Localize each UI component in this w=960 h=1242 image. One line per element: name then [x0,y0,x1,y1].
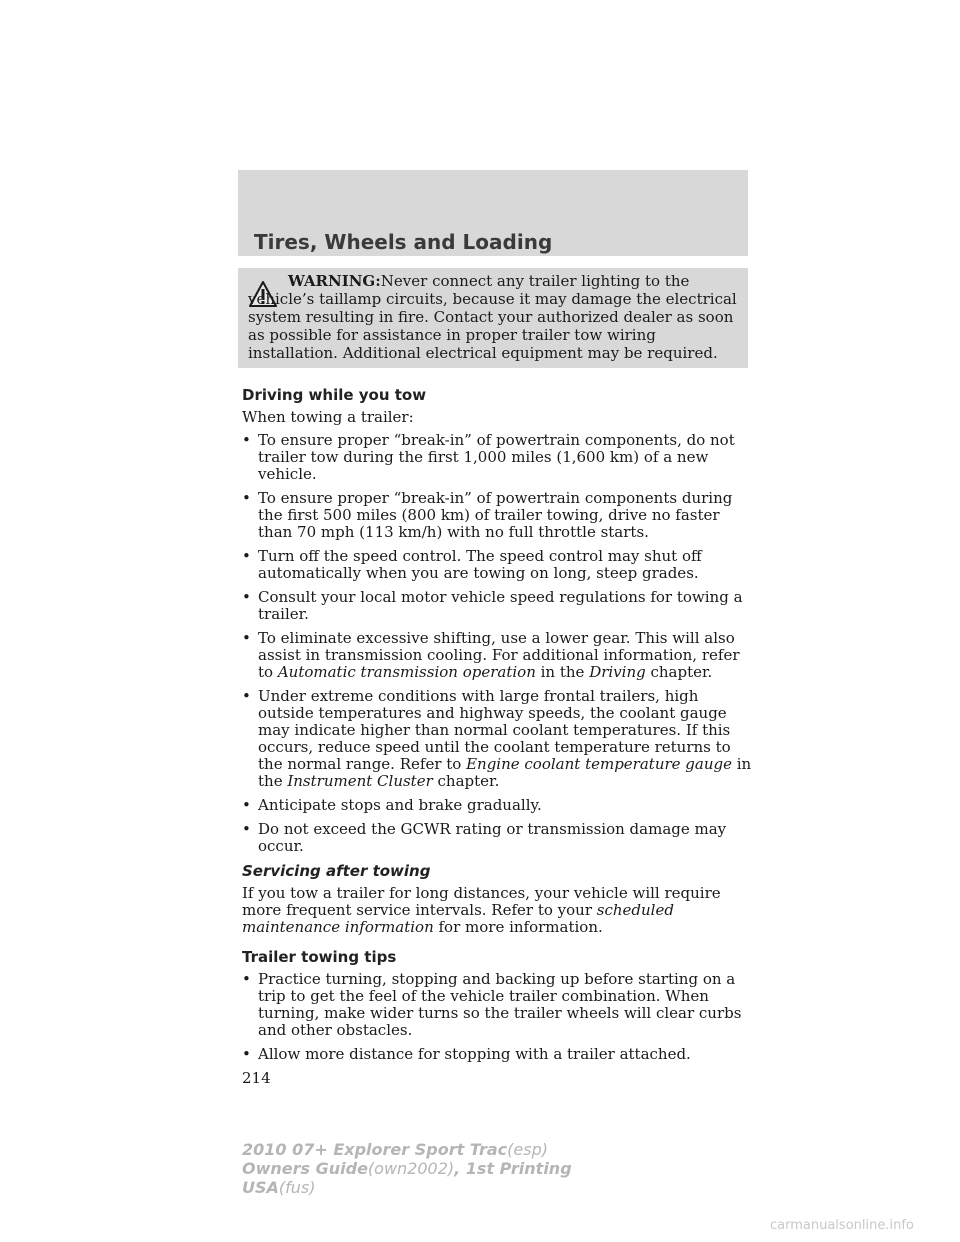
page-content [242,386,752,1087]
heading-trailer-towing-tips: Trailer towing tips [242,948,397,966]
servicing-paragraph [242,885,752,936]
bullet-text: chapter. [432,772,500,790]
heading-driving-while-you-tow: Driving while you tow [242,386,427,404]
list-item: • Anticipate stops and brake gradually. [242,797,752,814]
warning-label: WARNING: [288,272,381,290]
cross-reference: Automatic transmission operation [277,663,536,681]
section-title: Tires, Wheels and Loading [254,230,553,254]
list-item: • Consult your local motor vehicle speed regulations for towing a trailer. [242,589,752,623]
bullet-text: in the [535,663,590,681]
cross-reference: Driving [589,663,646,681]
list-item: • Do not exceed the GCWR rating or transmission damage may occur. [242,821,752,855]
footer-line-3: USA(fus) [242,1178,316,1197]
cross-reference: scheduled maintenance information [242,901,674,936]
warning-text [248,272,740,362]
driving-bullet-list [242,432,752,855]
watermark: carmanualsonline.info [770,1218,914,1233]
list-item: • Turn off the speed control. The speed control may shut off automatically when you are towing on long, steep grades. [242,548,752,582]
heading-servicing-after-towing: Servicing after towing [242,862,431,880]
list-item: • Allow more distance for stopping with a trailer attached. [242,1046,752,1063]
bullet-text: in the [258,755,752,790]
warning-body: Never connect any trailer lighting to the vehicle’s taillamp circuits, because it may damage the electrical system resulting in fire. Contact your authorized dealer as soon as possible for assistance in proper trailer tow wiring installation. Additional electrical equipment may be required. [248,272,737,362]
list-item: • To ensure proper “break-in” of powertrain components, do not trailer tow during the first 1,000 miles (1,600 km) of a new vehicle. [242,432,752,483]
list-item: • Practice turning, stopping and backing up before starting on a trip to get the feel of the vehicle trailer combination. When turning, make wider turns so the trailer wheels will clear curbs and other obstacles. [242,971,752,1039]
driving-intro: When towing a trailer: [242,408,414,426]
paragraph-text: If you tow a trailer for long distances, your vehicle will require more frequent service intervals. Refer to your [242,884,721,919]
footer-line-2: Owners Guide(own2002), 1st Printing [242,1159,572,1178]
tips-bullet-list [242,971,752,1063]
bullet-text: chapter. [645,663,713,681]
list-item: • To ensure proper “break-in” of powertrain components during the first 500 miles (800 km) of trailer towing, drive no faster than 70 mph (113 km/h) with no full throttle starts. [242,490,752,541]
print-footer [242,1140,572,1197]
footer-line-1: 2010 07+ Explorer Sport Trac(esp) [242,1140,548,1159]
page-number: 214 [242,1069,271,1087]
bullet-text: Under extreme conditions with large frontal trailers, high outside temperatures and highway speeds, the coolant gauge may indicate higher than normal coolant temperatures. If this occurs, reduce speed until the coolant temperature returns to the normal range. Refer to [258,687,731,773]
cross-reference: Instrument Cluster [287,772,433,790]
warning-box [238,268,748,368]
cross-reference: Engine coolant temperature gauge [466,755,732,773]
paragraph-text: for more information. [433,918,603,936]
list-item [242,630,752,681]
bullet-text: To eliminate excessive shifting, use a lower gear. This will also assist in transmission cooling. For additional information, refer to [258,629,740,681]
list-item [242,688,752,790]
